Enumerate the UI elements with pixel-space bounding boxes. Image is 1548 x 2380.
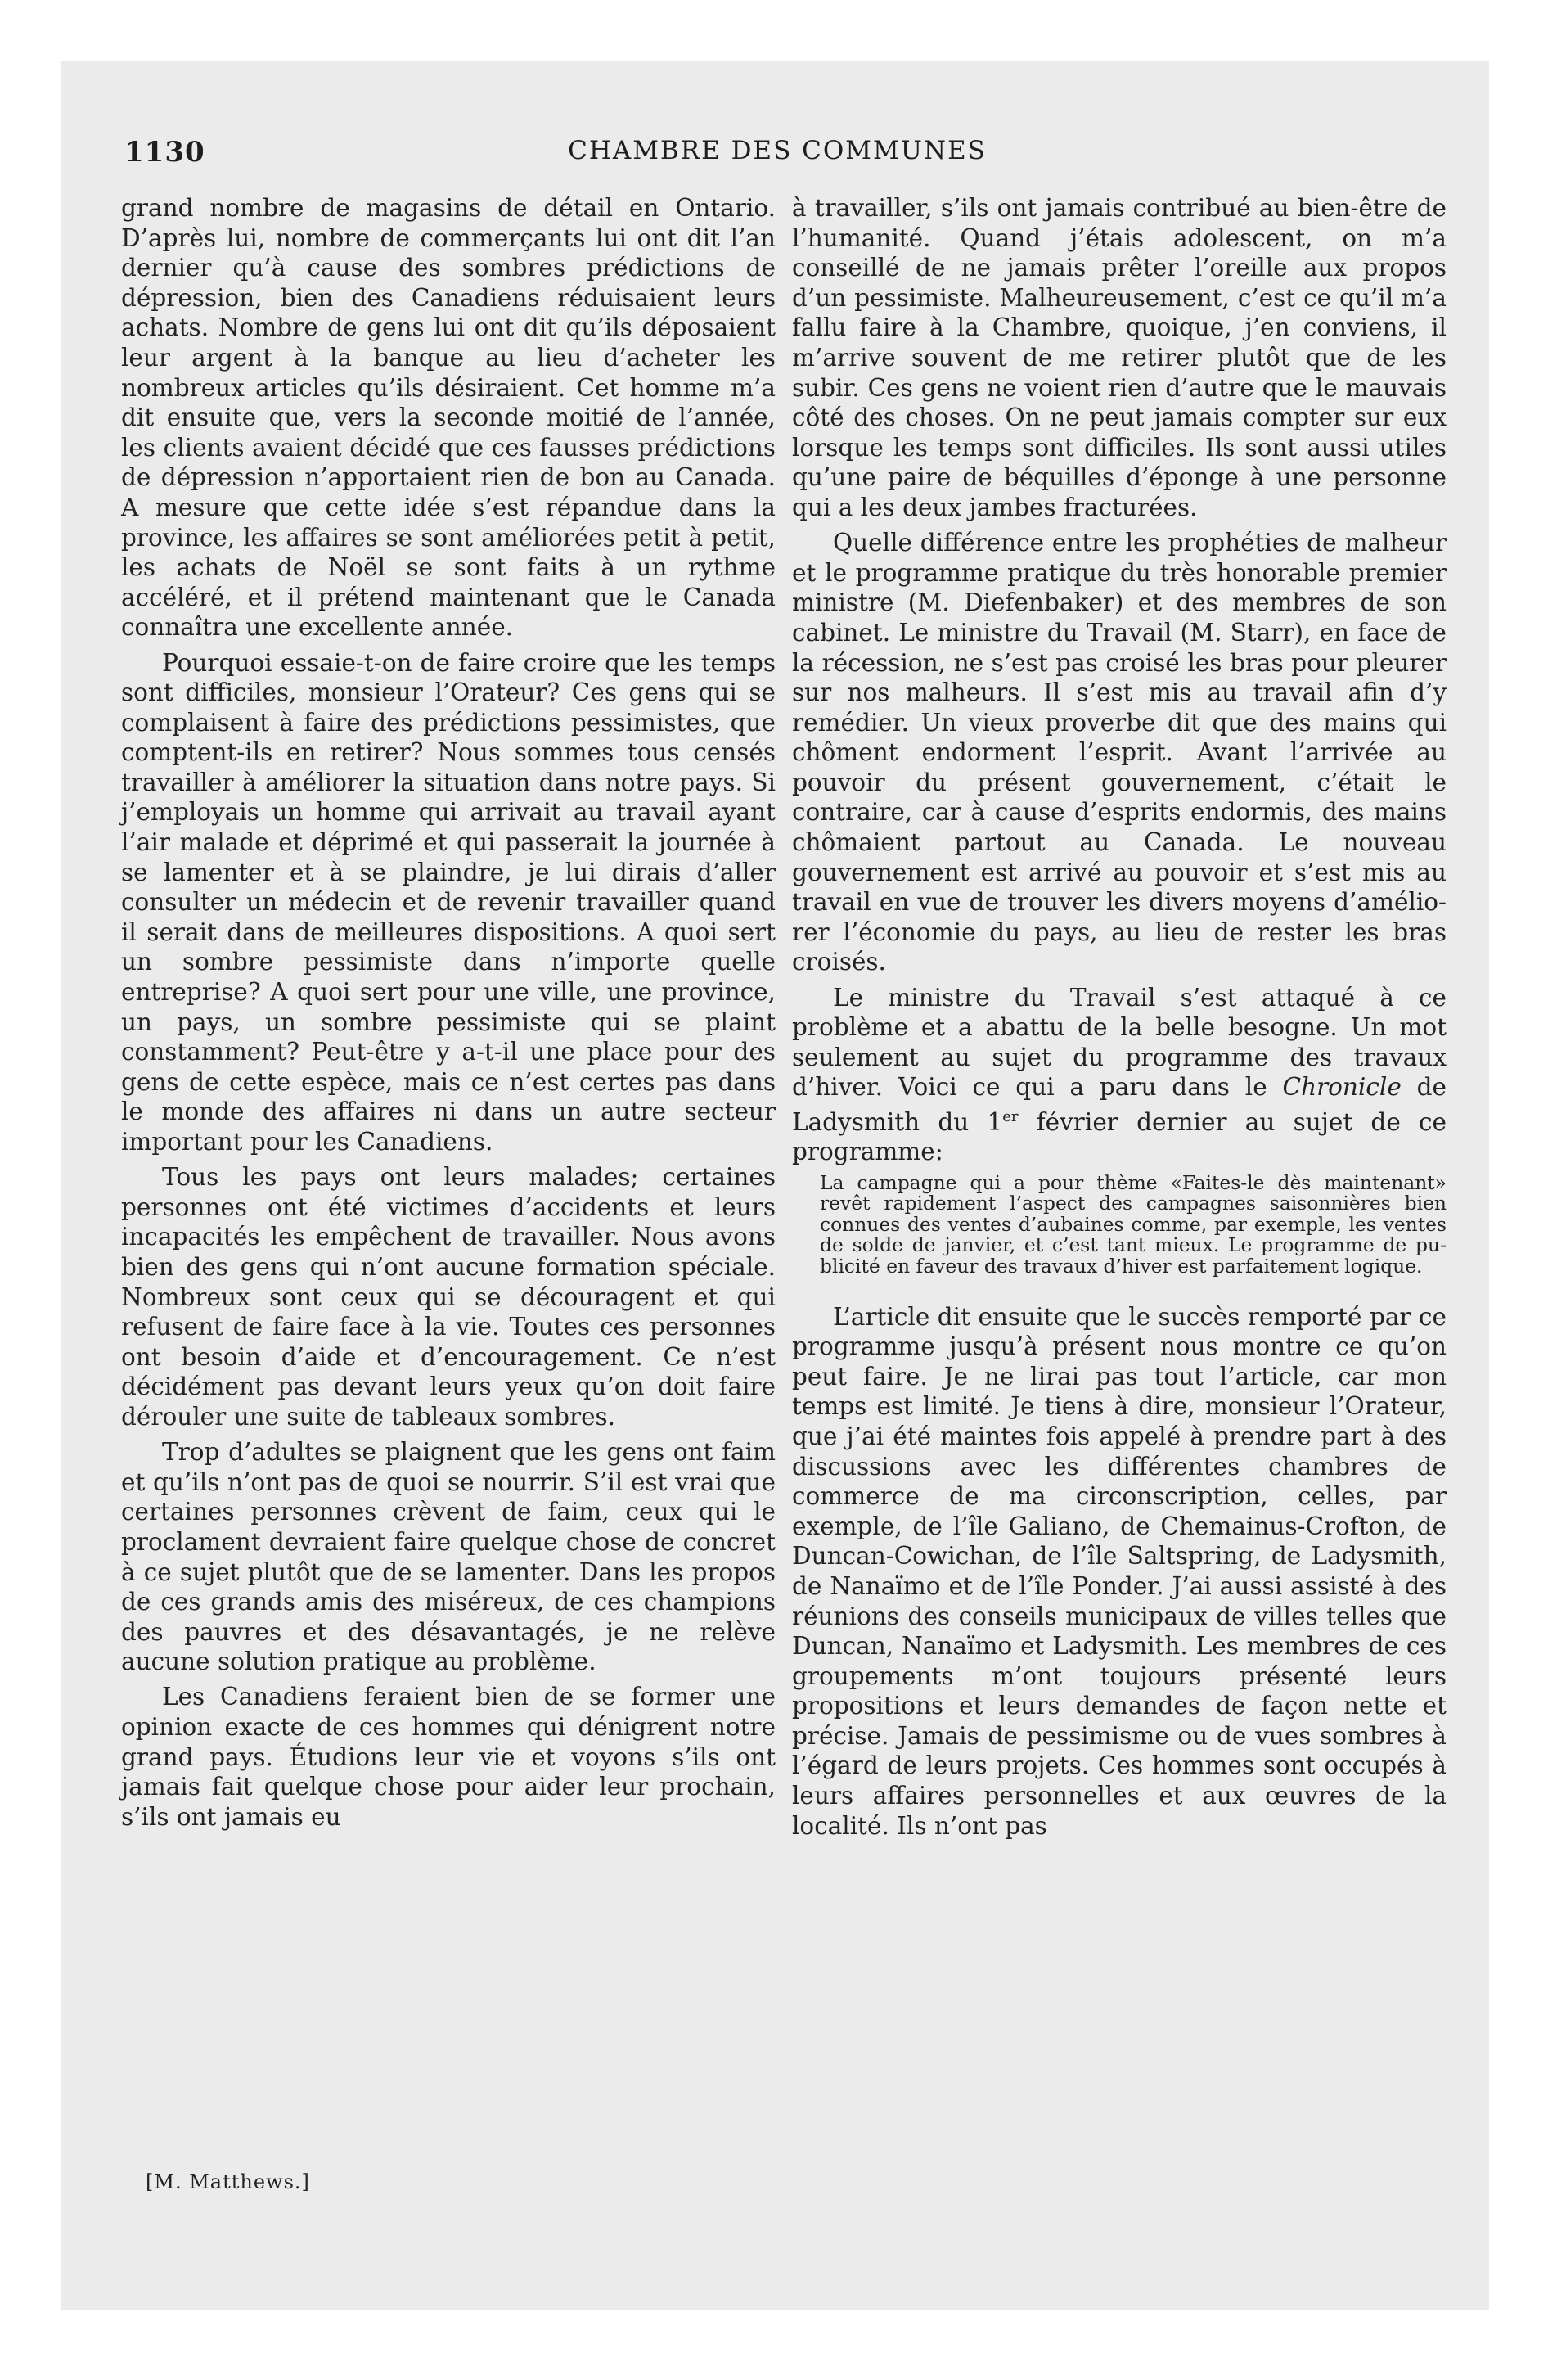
paragraph: Quelle différence entre les prophéties de malheur et le programme pratique du très honorable premier ministre (M. Diefenbaker) et des membres de son cabinet. Le ministre du Travail (M. Starr), en face de la récession, ne s’est pas croisé les bras pour pleurer sur nos malheurs. Il s’est mis au travail afin d’y remédier. Un vieux proverbe dit que des mains qui chôment endorment l’esprit. Avant l’arrivée au pouvoir du présent gouvernement, c’était le contraire, car à cause d’esprits endormis, des mains chômaient partout au Canada. Le nouveau gouvernement est arrivé au pouvoir et s’est mis au travail en vue de trouver les divers moyens d’améliorer l’économie du pays, au lieu de rester les bras croisés.: [792, 529, 1447, 976]
paragraph: à travailler, s’ils ont jamais contribué au bien-être de l’humanité. Quand j’étais adolescent, on m’a conseillé de ne jamais prêter l’oreille aux propos d’un pessimiste. Malheureusement, c’est ce qu’il m’a fallu faire à la Chambre, quoique, j’en conviens, il m’arrive souvent de me retirer plutôt que de les subir. Ces gens ne voient rien d’autre que le mauvais côté des choses. On ne peut jamais compter sur eux lorsque les temps sont difficiles. Ils sont aussi utiles qu’une paire de béquilles d’éponge à une personne qui a les deux jambes fracturées.: [792, 194, 1447, 521]
paragraph: Tous les pays ont leurs malades; certaines personnes ont été victimes d’accidents et leurs incapacités les empêchent de travailler. Nous avons bien des gens qui n’ont aucune formation spéciale. Nombreux sont ceux qui se découragent et qui refusent de faire face à la vie. Toutes ces personnes ont besoin d’aide et d’encouragement. Ce n’est décidément pas devant leurs yeux qu’on doit faire dérouler une suite de tableaux sombres.: [121, 1163, 776, 1431]
page-header: [124, 136, 1430, 172]
speaker-footer: [M. Matthews.]: [146, 2170, 310, 2193]
block-quote: La campagne qui a pour thème «Faites-le dès maintenant» revêt rapidement l’aspect des campagnes saisonnières bien connues des ventes d’aubaines comme, par exemple, les ventes de solde de janvier, et c’est tant mieux. Le programme de publicité en faveur des travaux d’hiver est parfaitement logique.: [820, 1170, 1447, 1278]
publication-title: Chronicle: [1282, 1073, 1402, 1102]
running-head: CHAMBRE DES COMMUNES: [568, 136, 987, 165]
paragraph: L’article dit ensuite que le succès remporté par ce programme jusqu’à présent nous montre ce qu’on peut faire. Je ne lirai pas tout l’article, car mon temps est limité. Je tiens à dire, monsieur l’Orateur, que j’ai été maintes fois appelé à prendre part à des discussions avec les différentes chambres de commerce de ma circonscription, celles, par exemple, de l’île Galiano, de Chemainus-Crofton, de Duncan-Cowichan, de l’île Saltspring, de Ladysmith, de Nanaïmo et de l’île Ponder. J’ai aussi assisté à des réunions des conseils municipaux de villes telles que Duncan, Nanaïmo et Ladysmith. Les membres de ces groupements m’ont toujours présenté leurs propositions et leurs demandes de façon nette et précise. Jamais de pessimisme ou de vues sombres à l’égard de leurs projets. Ces hommes sont occupés à leurs affaires personnelles et aux œuvres de la localité. Ils n’ont pas: [792, 1302, 1447, 1840]
left-column: [121, 193, 776, 1837]
paragraph: grand nombre de magasins de détail en Ontario. D’après lui, nombre de commerçants lui ont dit l’an dernier qu’à cause des sombres prédictions de dépression, bien des Canadiens réduisaient leurs achats. Nombre de gens lui ont dit qu’ils déposaient leur argent à la banque au lieu d’acheter les nombreux articles qu’ils désiraient. Cet homme m’a dit ensuite que, vers la seconde moitié de l’année, les clients avaient décidé que ces fausses prédictions de dépression n’apportaient rien de bon au Canada. A mesure que cette idée s’est répandue dans la province, les affaires se sont améliorées petit à petit, les achats de Noël se sont faits à un rythme accéléré, et il prétend maintenant que le Canada connaîtra une excellente année.: [121, 194, 776, 642]
ordinal-superscript: er: [1002, 1108, 1019, 1125]
paragraph-chronicle: [792, 983, 1447, 1167]
paragraph: Les Canadiens feraient bien de se former une opinion exacte de ces hommes qui dénigrent notre grand pays. Étudions leur vie et voyons s’ils ont jamais fait quelque chose pour aider leur prochain, s’ils ont jamais eu: [121, 1683, 776, 1831]
paragraph: Pourquoi essaie-t-on de faire croire que les temps sont difficiles, monsieur l’Orateur? Ces gens qui se complaisent à faire des prédictions pessimistes, que comptent-ils en retirer? Nous sommes tous censés travailler à améliorer la situation dans notre pays. Si j’employais un homme qui arrivait au travail ayant l’air malade et déprimé et qui passerait la journée à se lamenter et à se plaindre, je lui dirais d’aller consulter un médecin et de revenir travailler quand il serait dans de meilleures dispositions. A quoi sert un sombre pessimiste dans n’importe quelle entreprise? A quoi sert pour une ville, une province, un pays, un sombre pessimiste qui se plaint constamment? Peut-être y a-t-il une place pour des gens de cette espèce, mais ce n’est certes pas dans le monde des affaires ni dans un autre secteur important pour les Canadiens.: [121, 648, 776, 1156]
right-column: [792, 193, 1447, 1846]
text-run: février dernier au sujet de ce programme:: [792, 1107, 1447, 1166]
paragraph: Trop d’adultes se plaignent que les gens ont faim et qu’ils n’ont pas de quoi se nourrir. S’il est vrai que certaines personnes crèvent de faim, ceux qui le proclament devraient faire quelque chose de concret à ce sujet plutôt que de se lamenter. Dans les propos de ces grands amis des miséreux, de ces champions des pauvres et des désavantagés, je ne relève aucune solution pratique au problème.: [121, 1438, 776, 1676]
page-number: 1130: [124, 136, 205, 169]
text-run: Le ministre du Travail s’est attaqué à ce problème et a abattu de la belle besogne. Un mot seulement au sujet du programme des travaux d’hiver. Voici ce qui a paru dans le: [792, 983, 1447, 1102]
text-run: de Ladysmith du 1: [792, 1073, 1447, 1136]
